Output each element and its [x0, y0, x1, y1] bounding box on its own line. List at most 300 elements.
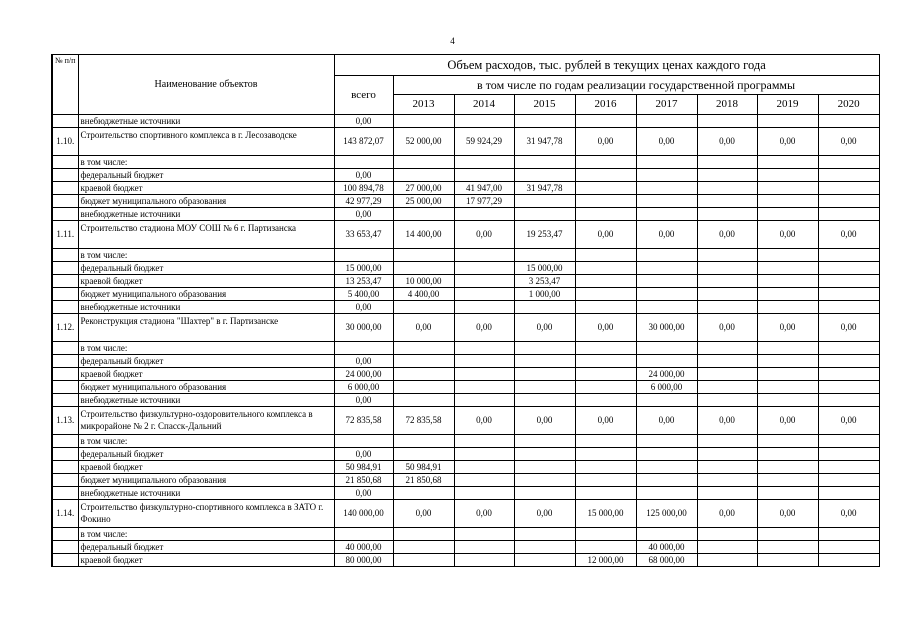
row-year-value	[514, 249, 575, 262]
source-row	[52, 541, 879, 554]
row-year-value: 0,00	[697, 221, 757, 249]
row-year-value: 0,00	[697, 314, 757, 342]
row-year-value: 0,00	[757, 407, 818, 435]
source-row	[52, 487, 879, 500]
row-total: 0,00	[334, 355, 393, 368]
row-year-value	[757, 249, 818, 262]
row-year-value: 52 000,00	[393, 128, 454, 156]
row-year-value	[757, 208, 818, 221]
row-year-value	[697, 262, 757, 275]
row-year-value	[514, 541, 575, 554]
row-year-value	[757, 554, 818, 567]
row-year-value	[514, 355, 575, 368]
table-body	[52, 115, 879, 567]
row-year-value	[636, 262, 697, 275]
row-total: 21 850,68	[334, 474, 393, 487]
row-number	[52, 301, 78, 314]
row-year-value	[697, 249, 757, 262]
header-total: всего	[334, 76, 393, 115]
row-year-value: 41 947,00	[454, 182, 514, 195]
source-row	[52, 262, 879, 275]
row-name: в том числе:	[78, 435, 334, 448]
row-year-value: 0,00	[393, 500, 454, 528]
row-name: Строительство физкультурно-спортивного комплекса в ЗАТО г. Фокино	[78, 500, 334, 528]
row-year-value	[818, 355, 879, 368]
row-name: Строительство спортивного комплекса в г. Лесозаводске	[78, 128, 334, 156]
row-year-value	[818, 448, 879, 461]
row-number	[52, 182, 78, 195]
object-row	[52, 500, 879, 528]
row-year-value: 68 000,00	[636, 554, 697, 567]
row-year-value	[757, 435, 818, 448]
row-year-value	[697, 435, 757, 448]
row-year-value	[818, 262, 879, 275]
row-year-value	[514, 474, 575, 487]
row-year-value	[636, 208, 697, 221]
row-total	[334, 342, 393, 355]
row-year-value	[757, 474, 818, 487]
row-name: краевой бюджет	[78, 182, 334, 195]
row-year-value	[575, 355, 636, 368]
row-year-value	[514, 461, 575, 474]
header-year: 2015	[514, 95, 575, 115]
row-year-value	[757, 195, 818, 208]
row-name: краевой бюджет	[78, 275, 334, 288]
row-year-value	[454, 249, 514, 262]
row-year-value: 19 253,47	[514, 221, 575, 249]
row-year-value	[697, 474, 757, 487]
source-row	[52, 448, 879, 461]
row-year-value: 0,00	[818, 314, 879, 342]
row-year-value	[454, 355, 514, 368]
row-number: 1.12.	[52, 314, 78, 342]
row-year-value	[818, 288, 879, 301]
row-year-value: 0,00	[818, 407, 879, 435]
row-total: 24 000,00	[334, 368, 393, 381]
row-year-value	[636, 301, 697, 314]
row-year-value	[514, 208, 575, 221]
row-year-value	[697, 182, 757, 195]
row-year-value	[757, 528, 818, 541]
row-total: 40 000,00	[334, 541, 393, 554]
source-row	[52, 169, 879, 182]
row-total: 100 894,78	[334, 182, 393, 195]
row-year-value	[697, 355, 757, 368]
row-year-value: 0,00	[697, 407, 757, 435]
object-row	[52, 221, 879, 249]
row-year-value	[393, 381, 454, 394]
row-year-value: 31 947,78	[514, 182, 575, 195]
row-year-value	[393, 169, 454, 182]
row-year-value	[697, 461, 757, 474]
row-total: 50 984,91	[334, 461, 393, 474]
row-year-value: 0,00	[575, 314, 636, 342]
row-year-value	[575, 301, 636, 314]
source-row	[52, 301, 879, 314]
row-year-value	[757, 381, 818, 394]
row-year-value: 0,00	[636, 407, 697, 435]
row-name: федеральный бюджет	[78, 448, 334, 461]
row-name: краевой бюджет	[78, 461, 334, 474]
row-year-value	[575, 461, 636, 474]
row-name: бюджет муниципального образования	[78, 474, 334, 487]
row-year-value	[636, 528, 697, 541]
row-year-value	[514, 528, 575, 541]
row-year-value	[818, 182, 879, 195]
row-year-value	[514, 342, 575, 355]
header-by-years: в том числе по годам реализации государственной программы	[393, 76, 879, 95]
source-row	[52, 249, 879, 262]
row-number	[52, 208, 78, 221]
row-name: бюджет муниципального образования	[78, 381, 334, 394]
header-year: 2013	[393, 95, 454, 115]
header-year: 2018	[697, 95, 757, 115]
row-total: 143 872,07	[334, 128, 393, 156]
source-row	[52, 368, 879, 381]
source-row	[52, 461, 879, 474]
row-number	[52, 115, 78, 128]
row-number: 1.11.	[52, 221, 78, 249]
row-year-value	[514, 448, 575, 461]
row-year-value	[697, 394, 757, 407]
row-year-value	[454, 448, 514, 461]
row-year-value	[454, 487, 514, 500]
row-year-value	[575, 528, 636, 541]
row-year-value	[393, 368, 454, 381]
row-year-value	[454, 301, 514, 314]
row-number	[52, 275, 78, 288]
row-year-value	[757, 355, 818, 368]
source-row	[52, 435, 879, 448]
row-year-value	[818, 115, 879, 128]
row-number	[52, 249, 78, 262]
row-year-value: 0,00	[514, 407, 575, 435]
row-name: бюджет муниципального образования	[78, 288, 334, 301]
row-year-value: 1 000,00	[514, 288, 575, 301]
row-year-value	[393, 208, 454, 221]
row-year-value	[393, 156, 454, 169]
row-year-value	[757, 115, 818, 128]
expenses-table	[51, 54, 880, 567]
source-row	[52, 288, 879, 301]
row-year-value	[454, 208, 514, 221]
row-year-value: 6 000,00	[636, 381, 697, 394]
row-total: 33 653,47	[334, 221, 393, 249]
object-row	[52, 314, 879, 342]
source-row	[52, 381, 879, 394]
row-total: 6 000,00	[334, 381, 393, 394]
row-year-value	[818, 368, 879, 381]
row-year-value	[393, 448, 454, 461]
row-name: внебюджетные источники	[78, 394, 334, 407]
row-year-value	[393, 262, 454, 275]
source-row	[52, 195, 879, 208]
row-year-value	[757, 541, 818, 554]
source-row	[52, 182, 879, 195]
row-year-value	[514, 156, 575, 169]
row-number	[52, 541, 78, 554]
row-year-value	[818, 461, 879, 474]
row-year-value	[575, 448, 636, 461]
row-total: 0,00	[334, 448, 393, 461]
row-number	[52, 355, 78, 368]
row-year-value: 0,00	[757, 500, 818, 528]
row-year-value	[757, 156, 818, 169]
row-year-value	[697, 342, 757, 355]
row-year-value: 0,00	[757, 314, 818, 342]
row-name: Строительство физкультурно-оздоровительного комплекса в микрорайоне № 2 г. Спасск-Дальний	[78, 407, 334, 435]
row-number	[52, 262, 78, 275]
row-year-value: 27 000,00	[393, 182, 454, 195]
row-number	[52, 368, 78, 381]
row-year-value: 15 000,00	[514, 262, 575, 275]
row-year-value: 3 253,47	[514, 275, 575, 288]
row-year-value: 40 000,00	[636, 541, 697, 554]
row-year-value	[757, 487, 818, 500]
row-year-value	[818, 528, 879, 541]
row-total: 0,00	[334, 487, 393, 500]
row-year-value	[454, 288, 514, 301]
row-year-value	[818, 381, 879, 394]
row-year-value	[757, 368, 818, 381]
row-year-value: 0,00	[575, 128, 636, 156]
row-number	[52, 169, 78, 182]
header-num: № п/п	[52, 55, 78, 115]
row-number	[52, 528, 78, 541]
row-number: 1.13.	[52, 407, 78, 435]
row-year-value	[818, 275, 879, 288]
row-total: 42 977,29	[334, 195, 393, 208]
row-number	[52, 288, 78, 301]
row-total: 140 000,00	[334, 500, 393, 528]
row-year-value	[393, 394, 454, 407]
row-year-value	[514, 435, 575, 448]
source-row	[52, 474, 879, 487]
row-name: Реконструкция стадиона "Шахтер" в г. Партизанске	[78, 314, 334, 342]
row-year-value	[697, 368, 757, 381]
row-year-value	[818, 301, 879, 314]
row-year-value	[454, 368, 514, 381]
row-year-value	[454, 435, 514, 448]
row-year-value: 59 924,29	[454, 128, 514, 156]
row-total: 13 253,47	[334, 275, 393, 288]
row-year-value: 0,00	[757, 128, 818, 156]
row-year-value	[393, 541, 454, 554]
row-name: Строительство стадиона МОУ СОШ № 6 г. Партизанска	[78, 221, 334, 249]
row-year-value	[454, 474, 514, 487]
row-year-value: 125 000,00	[636, 500, 697, 528]
row-year-value	[818, 474, 879, 487]
row-year-value	[575, 156, 636, 169]
row-year-value	[454, 381, 514, 394]
row-total: 30 000,00	[334, 314, 393, 342]
row-year-value: 0,00	[818, 128, 879, 156]
row-year-value: 0,00	[818, 221, 879, 249]
row-number: 1.10.	[52, 128, 78, 156]
row-year-value: 0,00	[697, 128, 757, 156]
row-year-value	[454, 156, 514, 169]
row-year-value: 0,00	[514, 500, 575, 528]
row-year-value	[575, 487, 636, 500]
header-year: 2020	[818, 95, 879, 115]
row-number	[52, 487, 78, 500]
row-year-value	[575, 474, 636, 487]
row-name: в том числе:	[78, 342, 334, 355]
row-year-value	[697, 541, 757, 554]
row-total: 0,00	[334, 394, 393, 407]
row-year-value	[757, 182, 818, 195]
row-year-value	[575, 115, 636, 128]
row-year-value	[818, 394, 879, 407]
row-year-value	[454, 342, 514, 355]
row-year-value	[818, 208, 879, 221]
row-year-value	[575, 182, 636, 195]
row-name: федеральный бюджет	[78, 169, 334, 182]
row-year-value	[393, 487, 454, 500]
row-year-value	[697, 381, 757, 394]
source-row	[52, 394, 879, 407]
row-year-value	[514, 487, 575, 500]
row-year-value	[454, 528, 514, 541]
row-year-value	[757, 288, 818, 301]
row-year-value: 31 947,78	[514, 128, 575, 156]
row-year-value	[818, 554, 879, 567]
header-year: 2019	[757, 95, 818, 115]
header-year: 2016	[575, 95, 636, 115]
row-year-value: 24 000,00	[636, 368, 697, 381]
row-year-value: 0,00	[697, 500, 757, 528]
row-year-value	[636, 448, 697, 461]
row-year-value	[697, 275, 757, 288]
row-name: в том числе:	[78, 249, 334, 262]
row-year-value	[818, 249, 879, 262]
row-year-value	[757, 461, 818, 474]
source-row	[52, 208, 879, 221]
object-row	[52, 407, 879, 435]
source-row	[52, 355, 879, 368]
row-year-value	[697, 554, 757, 567]
row-year-value: 0,00	[818, 500, 879, 528]
row-year-value	[514, 115, 575, 128]
row-year-value	[575, 288, 636, 301]
row-year-value	[454, 275, 514, 288]
row-total: 0,00	[334, 115, 393, 128]
row-total: 72 835,58	[334, 407, 393, 435]
row-year-value	[575, 195, 636, 208]
row-year-value	[454, 541, 514, 554]
row-year-value: 21 850,68	[393, 474, 454, 487]
row-number	[52, 554, 78, 567]
row-total	[334, 528, 393, 541]
row-total: 15 000,00	[334, 262, 393, 275]
row-name: федеральный бюджет	[78, 541, 334, 554]
row-year-value: 14 400,00	[393, 221, 454, 249]
row-year-value	[575, 342, 636, 355]
row-name: краевой бюджет	[78, 368, 334, 381]
row-year-value	[818, 342, 879, 355]
header-volume: Объем расходов, тыс. рублей в текущих ценах каждого года	[334, 55, 879, 76]
row-year-value	[575, 262, 636, 275]
row-year-value	[757, 394, 818, 407]
row-year-value	[636, 249, 697, 262]
header-name: Наименование объектов	[78, 55, 334, 115]
row-year-value	[514, 169, 575, 182]
row-year-value	[636, 195, 697, 208]
row-name: краевой бюджет	[78, 554, 334, 567]
row-year-value	[454, 115, 514, 128]
row-year-value	[636, 115, 697, 128]
row-year-value	[636, 474, 697, 487]
row-year-value	[697, 528, 757, 541]
row-year-value: 15 000,00	[575, 500, 636, 528]
row-year-value	[697, 208, 757, 221]
row-year-value	[757, 448, 818, 461]
header-year: 2014	[454, 95, 514, 115]
row-total: 0,00	[334, 208, 393, 221]
row-year-value	[818, 435, 879, 448]
row-year-value	[636, 288, 697, 301]
row-name: бюджет муниципального образования	[78, 195, 334, 208]
row-year-value	[393, 249, 454, 262]
row-year-value	[393, 115, 454, 128]
row-total: 0,00	[334, 301, 393, 314]
row-year-value	[514, 394, 575, 407]
row-year-value: 0,00	[575, 221, 636, 249]
row-number	[52, 448, 78, 461]
row-year-value	[697, 448, 757, 461]
source-row	[52, 156, 879, 169]
row-number	[52, 461, 78, 474]
row-total: 80 000,00	[334, 554, 393, 567]
row-year-value	[818, 487, 879, 500]
header-year: 2017	[636, 95, 697, 115]
row-year-value	[514, 195, 575, 208]
row-year-value	[818, 156, 879, 169]
row-year-value	[636, 394, 697, 407]
row-year-value	[393, 528, 454, 541]
row-year-value: 17 977,29	[454, 195, 514, 208]
row-year-value: 0,00	[514, 314, 575, 342]
source-row	[52, 342, 879, 355]
row-number: 1.14.	[52, 500, 78, 528]
row-year-value	[514, 554, 575, 567]
row-year-value	[757, 301, 818, 314]
row-year-value	[636, 461, 697, 474]
row-year-value	[393, 301, 454, 314]
row-year-value	[818, 541, 879, 554]
row-name: в том числе:	[78, 156, 334, 169]
row-year-value: 0,00	[454, 407, 514, 435]
row-year-value: 0,00	[454, 314, 514, 342]
row-year-value	[636, 156, 697, 169]
row-year-value	[514, 368, 575, 381]
row-year-value	[636, 169, 697, 182]
row-year-value	[454, 169, 514, 182]
row-year-value	[393, 435, 454, 448]
row-name: федеральный бюджет	[78, 262, 334, 275]
row-total	[334, 435, 393, 448]
row-year-value: 4 400,00	[393, 288, 454, 301]
row-year-value	[636, 435, 697, 448]
row-name: в том числе:	[78, 528, 334, 541]
row-year-value	[697, 169, 757, 182]
row-year-value	[393, 342, 454, 355]
row-year-value: 0,00	[636, 221, 697, 249]
row-year-value: 50 984,91	[393, 461, 454, 474]
source-row	[52, 554, 879, 567]
row-name: внебюджетные источники	[78, 115, 334, 128]
row-total: 5 400,00	[334, 288, 393, 301]
